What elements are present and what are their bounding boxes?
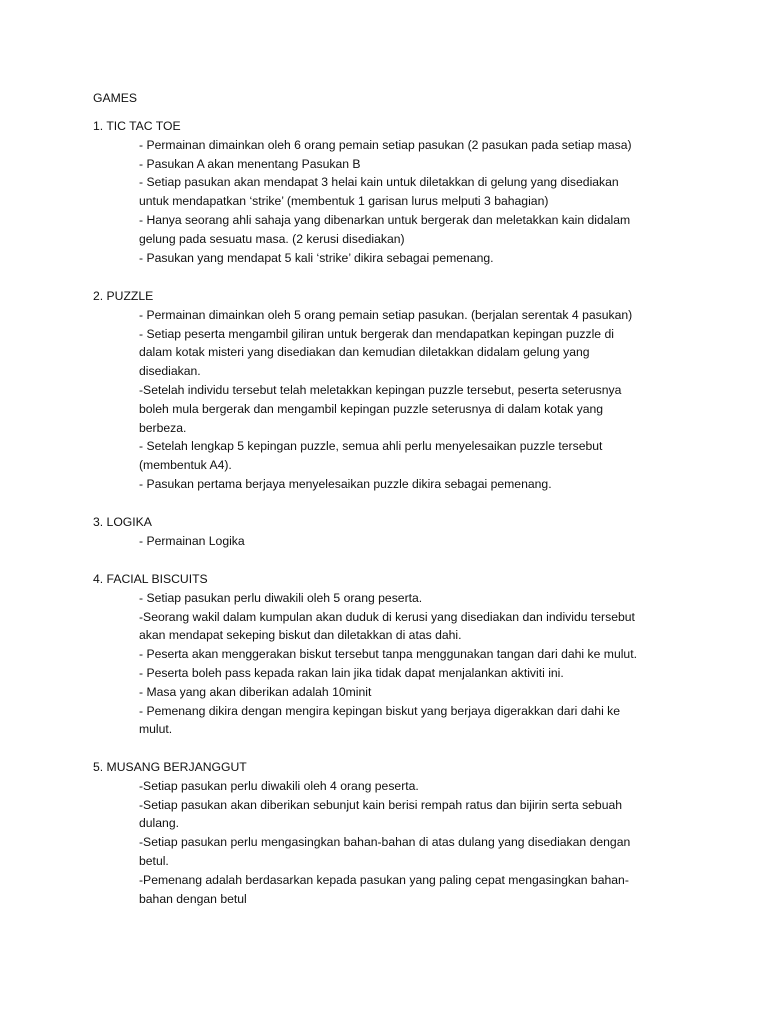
- body-line: dulang.: [139, 816, 179, 831]
- section-musang-berjanggut: [93, 758, 693, 908]
- body-line: - Pasukan A akan menentang Pasukan B: [139, 156, 361, 171]
- body-line: betul.: [139, 853, 169, 868]
- body-line: - Permainan Logika: [139, 533, 245, 548]
- section-puzzle: [93, 287, 693, 494]
- section-facial-biscuits: [93, 570, 693, 739]
- body-line: berbeza.: [139, 420, 187, 435]
- body-line: - Setelah lengkap 5 kepingan puzzle, semua ahli perlu menyelesaikan puzzle tersebut: [139, 439, 603, 454]
- section-body: [93, 777, 693, 909]
- body-line: -Seorang wakil dalam kumpulan akan duduk di kerusi yang disediakan dan individu tersebut: [139, 609, 635, 624]
- section-heading: 3. LOGIKA: [93, 515, 152, 529]
- body-line: -Setiap pasukan perlu mengasingkan bahan-bahan di atas dulang yang disediakan dengan: [139, 835, 631, 850]
- body-line: - Permainan dimainkan oleh 5 orang pemain setiap pasukan. (berjalan serentak 4 pasukan): [139, 307, 633, 322]
- section-logika: [93, 513, 693, 551]
- body-line: - Hanya seorang ahli sahaja yang dibenarkan untuk bergerak dan meletakkan kain didalam: [139, 212, 631, 227]
- section-tic-tac-toe: [93, 117, 693, 267]
- body-line: -Setiap pasukan akan diberikan sebunjut kain berisi rempah ratus dan bijirin serta sebuah: [139, 797, 623, 812]
- body-line: akan mendapat sekeping biskut dan diletakkan di atas dahi.: [139, 628, 462, 643]
- body-line: - Masa yang akan diberikan adalah 10minit: [139, 684, 372, 699]
- body-line: - Pasukan pertama berjaya menyelesaikan puzzle dikira sebagai pemenang.: [139, 476, 552, 491]
- body-line: - Setiap pasukan perlu diwakili oleh 5 orang peserta.: [139, 590, 423, 605]
- section-body: [93, 136, 693, 268]
- body-line: -Setiap pasukan perlu diwakili oleh 4 orang peserta.: [139, 778, 419, 793]
- section-heading: 5. MUSANG BERJANGGUT: [93, 760, 247, 774]
- body-line: disediakan.: [139, 364, 201, 379]
- section-heading: 2. PUZZLE: [93, 289, 154, 303]
- body-line: - Permainan dimainkan oleh 6 orang pemain setiap pasukan (2 pasukan pada setiap masa): [139, 137, 632, 152]
- body-line: mulut.: [139, 722, 173, 737]
- body-line: bahan dengan betul: [139, 891, 247, 906]
- body-line: - Peserta boleh pass kepada rakan lain jika tidak dapat menjalankan aktiviti ini.: [139, 665, 564, 680]
- body-line: - Pemenang dikira dengan mengira kepingan biskut yang berjaya digerakkan dari dahi ke: [139, 703, 621, 718]
- section-body: [93, 589, 693, 739]
- body-line: - Setiap pasukan akan mendapat 3 helai kain untuk diletakkan di gelung yang disediakan: [139, 175, 619, 190]
- body-line: - Setiap peserta mengambil giliran untuk bergerak dan mendapatkan kepingan puzzle di: [139, 326, 614, 341]
- body-line: gelung pada sesuatu masa. (2 kerusi disediakan): [139, 231, 405, 246]
- body-line: untuk mendapatkan ‘strike’ (membentuk 1 garisan lurus melputi 3 bahagian): [139, 194, 549, 209]
- body-line: - Peserta akan menggerakan biskut tersebut tanpa menggunakan tangan dari dahi ke mulut.: [139, 647, 637, 662]
- section-heading: 4. FACIAL BISCUITS: [93, 572, 208, 586]
- section-heading: 1. TIC TAC TOE: [93, 119, 181, 133]
- body-line: -Setelah individu tersebut telah meletakkan kepingan puzzle tersebut, peserta seterusnya: [139, 382, 622, 397]
- section-body: [93, 306, 693, 494]
- document-title: GAMES: [93, 91, 138, 105]
- body-line: (membentuk A4).: [139, 458, 232, 473]
- body-line: dalam kotak misteri yang disediakan dan kemudian diletakkan didalam gelung yang: [139, 345, 590, 360]
- body-line: - Pasukan yang mendapat 5 kali ‘strike’ dikira sebagai pemenang.: [139, 250, 494, 265]
- body-line: boleh mula bergerak dan mengambil kepingan puzzle seterusnya di dalam kotak yang: [139, 401, 604, 416]
- section-body: [93, 532, 693, 551]
- body-line: -Pemenang adalah berdasarkan kepada pasukan yang paling cepat mengasingkan bahan-: [139, 872, 629, 887]
